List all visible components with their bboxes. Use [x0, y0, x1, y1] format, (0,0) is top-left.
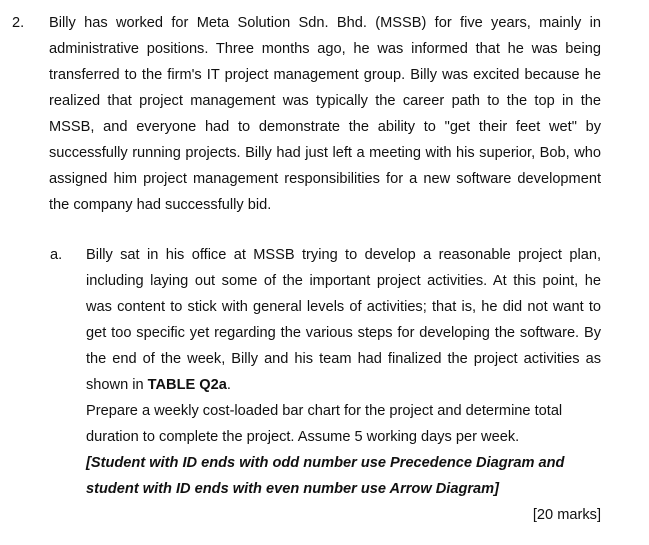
question-body: Billy has worked for Meta Solution Sdn. Bhd. (MSSB) for five years, mainly in administrative positions. Three months ago, he was informed that he was being transferred to the firm's IT project management group. Billy was excited because he realized that project management was typically the career path to the top in the MSSB, and everyone had to demonstrate the ability to "get their feet wet" by successfully running projects. Billy had just left a meeting with his superior, Bob, who assigned him project management responsibilities for a new software development the company had successfully bid. — [49, 15, 601, 213]
table-reference-suffix: . — [226, 377, 231, 393]
marks-label: [20 marks] — [532, 507, 601, 523]
part-a-paragraph-text: Billy sat in his office at MSSB trying to develop a reasonable project plan, including laying out some of the important project activities. At this point, he was content to stick with general levels of activities; that is, he did not want to get too specific yet regarding the various steps for developing the software. By the end of the week, Billy and his team had finalized the project activities as shown in — [86, 247, 601, 393]
part-a-paragraph — [86, 242, 601, 398]
question-number: 2. — [12, 15, 25, 31]
part-a-note: [Student with ID ends with odd number use Precedence Diagram and student with ID ends with even number use Arrow Diagram] — [86, 455, 565, 497]
part-a-instruction: Prepare a weekly cost-loaded bar chart for the project and determine total duration to complete the project. Assume 5 working days per week. — [86, 403, 563, 445]
part-a-content — [86, 242, 601, 528]
table-reference: TABLE Q2a — [147, 377, 227, 393]
part-a-label: a. — [50, 247, 63, 263]
